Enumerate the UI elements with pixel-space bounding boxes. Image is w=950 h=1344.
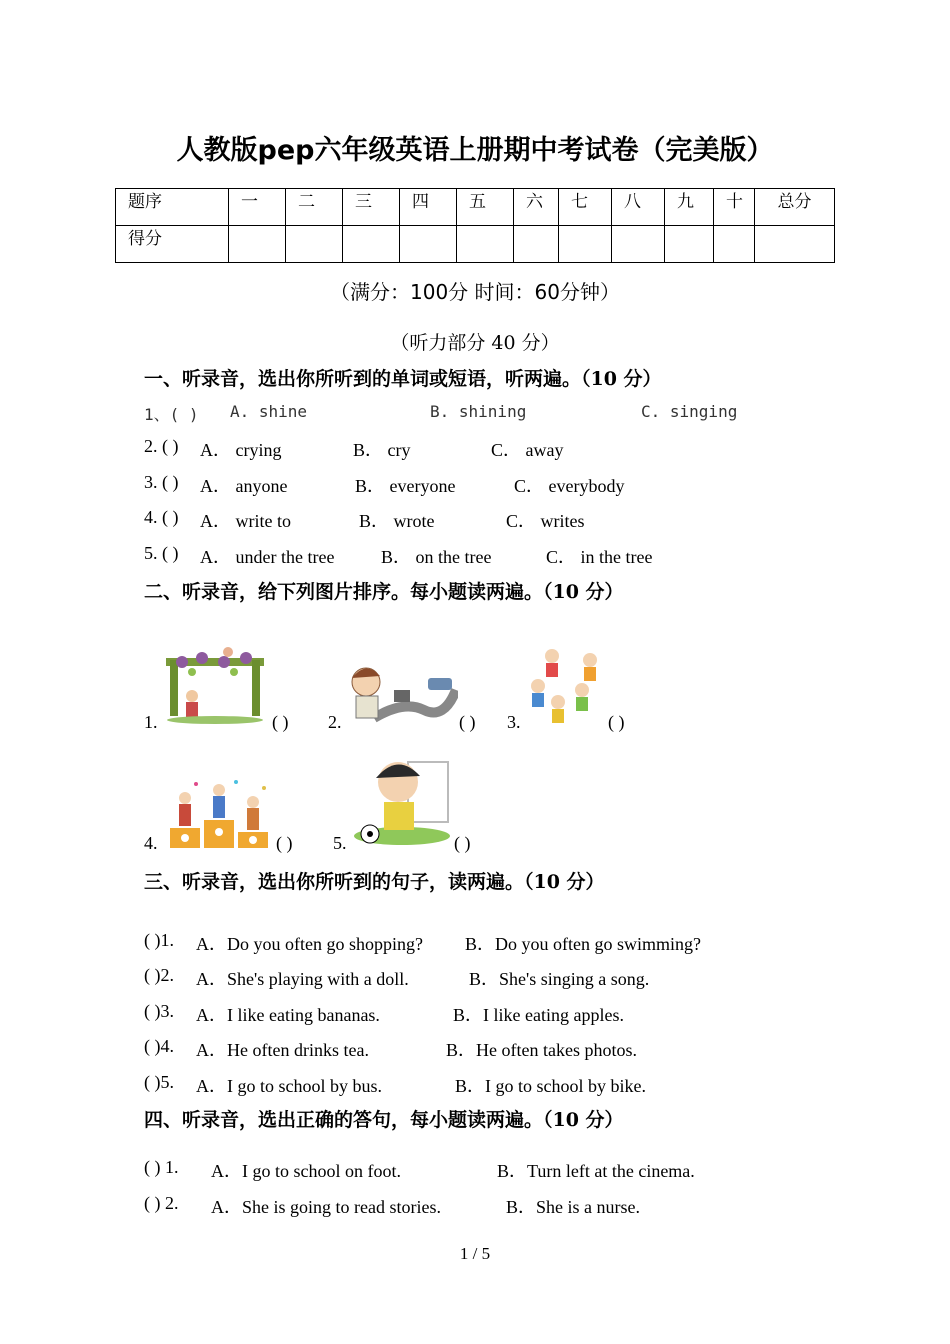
option-b: B．He often takes photos.: [446, 1040, 637, 1060]
page-number: 1 / 5: [459, 1244, 491, 1263]
question-number: ( ) 1.: [144, 1157, 179, 1177]
children-dancing-picture: [524, 644, 610, 726]
question-number: ( )4.: [144, 1036, 174, 1056]
table-cell: 三: [343, 189, 400, 226]
option-a: A．Do you often go shopping?: [196, 934, 423, 954]
score-input-cell[interactable]: [457, 226, 514, 263]
option-b: B. shining: [430, 402, 527, 421]
option-a: A． under the tree: [200, 547, 335, 567]
page-title: 人教版pep六年级英语上册期中考试卷（完美版）: [176, 135, 774, 166]
question-number: 1、( ): [144, 405, 199, 424]
option-a: A．I go to school on foot.: [211, 1161, 401, 1181]
option-b: B． everyone: [355, 476, 456, 496]
option-b: B．I like eating apples.: [453, 1005, 624, 1025]
score-input-cell[interactable]: [559, 226, 612, 263]
picture-number: 1.: [144, 712, 158, 732]
picture-number: 4.: [144, 833, 158, 853]
table-cell: 十: [714, 189, 755, 226]
score-input-cell[interactable]: [400, 226, 457, 263]
score-input-cell[interactable]: [755, 226, 835, 263]
option-b: B． wrote: [359, 511, 435, 531]
score-input-cell[interactable]: [343, 226, 400, 263]
table-cell: 六: [514, 189, 559, 226]
table-cell: 七: [559, 189, 612, 226]
score-input-cell[interactable]: [286, 226, 343, 263]
question-number: ( )3.: [144, 1001, 174, 1021]
section-1-heading: 一、听录音，选出你所听到的单词或短语，听两遍。（10 分）: [144, 368, 662, 390]
picture-number: 3.: [507, 712, 521, 732]
score-input-cell[interactable]: [714, 226, 755, 263]
answer-blank[interactable]: ( ): [608, 712, 625, 732]
score-table: [115, 188, 835, 263]
option-c: C． everybody: [514, 476, 625, 496]
option-a: A．He often drinks tea.: [196, 1040, 369, 1060]
option-b: B． on the tree: [381, 547, 492, 567]
grape-arbor-picture: [162, 642, 268, 724]
question-number: 3. ( ): [144, 472, 179, 492]
answer-blank[interactable]: ( ): [276, 833, 293, 853]
table-cell: 题序: [116, 189, 229, 226]
question-number: ( )2.: [144, 965, 174, 985]
option-b: B．I go to school by bike.: [455, 1076, 646, 1096]
option-a: A．She is going to read stories.: [211, 1197, 441, 1217]
question-number: ( )5.: [144, 1072, 174, 1092]
section-3-heading: 三、听录音，选出你所听到的句子，读两遍。（10 分）: [144, 871, 605, 893]
boy-playing-train-picture: [344, 660, 458, 728]
option-a: A． anyone: [200, 476, 288, 496]
option-b: B．Do you often go swimming?: [465, 934, 701, 954]
question-number: ( ) 2.: [144, 1193, 179, 1213]
score-input-cell[interactable]: [612, 226, 665, 263]
table-cell: 总分: [755, 189, 835, 226]
option-c: C. singing: [641, 402, 738, 421]
option-b: B．She's singing a song.: [469, 969, 650, 989]
podium-winners-picture: [166, 776, 274, 850]
option-a: A． crying: [200, 440, 282, 460]
exam-meta: （满分：100分 时间：60分钟）: [330, 280, 620, 304]
score-table-score-row: [116, 226, 835, 263]
option-c: C． away: [491, 440, 564, 460]
table-cell: 二: [286, 189, 343, 226]
option-a: A．I like eating bananas.: [196, 1005, 380, 1025]
option-a: A. shine: [230, 402, 308, 421]
option-a: A．She's playing with a doll.: [196, 969, 409, 989]
option-b: B． cry: [353, 440, 411, 460]
option-b: B．Turn left at the cinema.: [497, 1161, 695, 1181]
listening-header: （听力部分 40 分）: [390, 332, 560, 354]
section-2-heading: 二、听录音，给下列图片排序。每小题读两遍。（10 分）: [144, 581, 624, 603]
answer-blank[interactable]: ( ): [272, 712, 289, 732]
score-input-cell[interactable]: [514, 226, 559, 263]
section-4-heading: 四、听录音，选出正确的答句，每小题读两遍。（10 分）: [144, 1109, 624, 1131]
table-cell: 九: [665, 189, 714, 226]
option-a: A．I go to school by bus.: [196, 1076, 382, 1096]
question-number: ( )1.: [144, 930, 174, 950]
score-table-header-row: [116, 189, 835, 226]
question-number: 2. ( ): [144, 436, 179, 456]
question-number: 5. ( ): [144, 543, 179, 563]
question-number: 4. ( ): [144, 507, 179, 527]
table-cell: 得分: [116, 226, 229, 263]
table-cell: 五: [457, 189, 514, 226]
picture-number: 5.: [333, 833, 347, 853]
injured-football-boy-picture: [350, 752, 452, 848]
option-b: B．She is a nurse.: [506, 1197, 640, 1217]
table-cell: 八: [612, 189, 665, 226]
table-cell: 一: [229, 189, 286, 226]
option-a: A． write to: [200, 511, 291, 531]
score-input-cell[interactable]: [665, 226, 714, 263]
answer-blank[interactable]: ( ): [459, 712, 476, 732]
score-input-cell[interactable]: [229, 226, 286, 263]
answer-blank[interactable]: ( ): [454, 833, 471, 853]
table-cell: 四: [400, 189, 457, 226]
option-c: C． in the tree: [546, 547, 653, 567]
option-c: C． writes: [506, 511, 585, 531]
picture-number: 2.: [328, 712, 342, 732]
